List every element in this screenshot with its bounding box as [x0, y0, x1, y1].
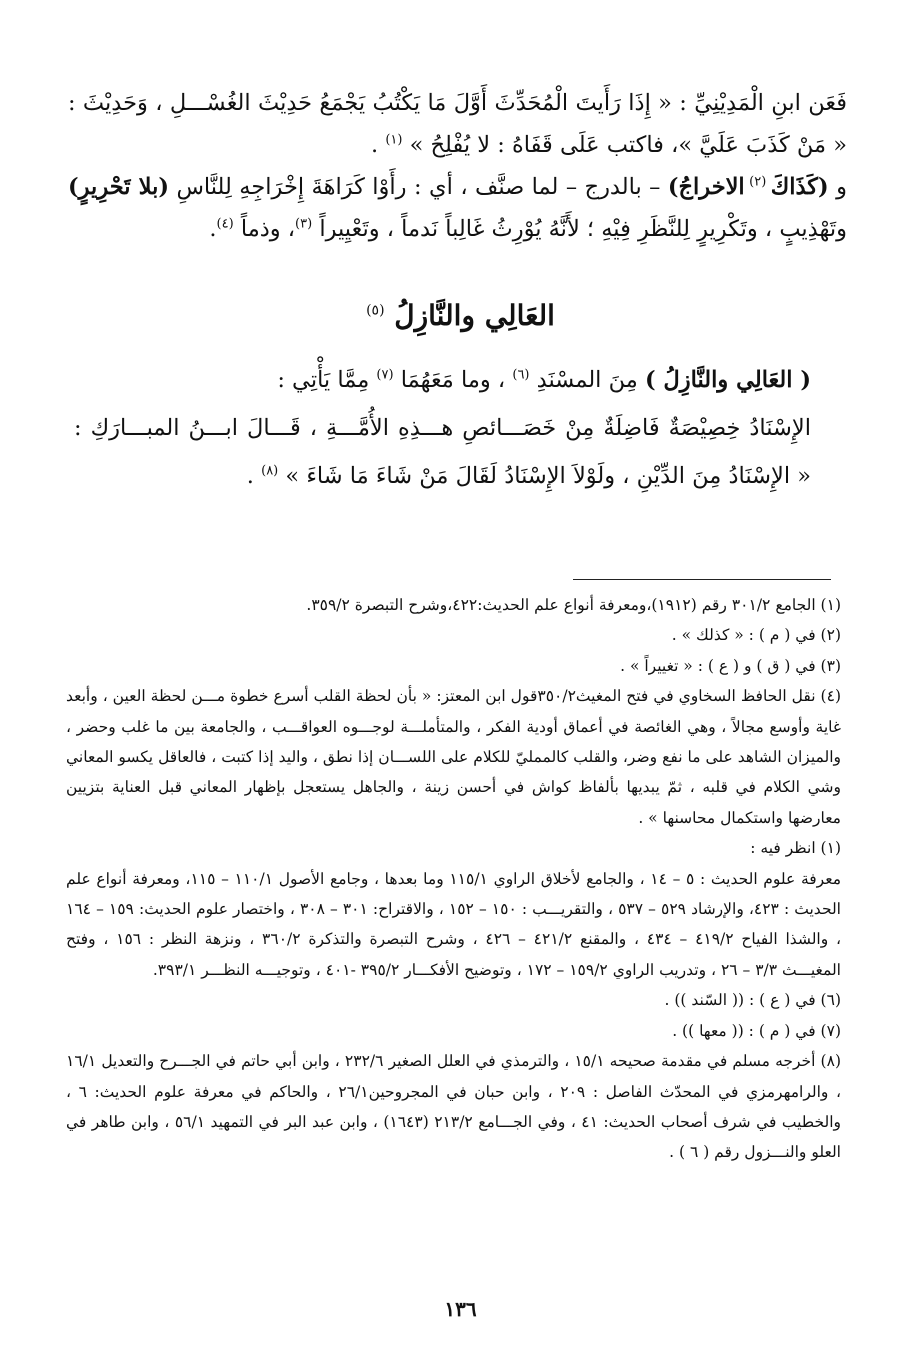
- footnote-8: (٨) أخرجه مسلم في مقدمة صحيحه ١٥/١ ، والترمذي في العلل الصغير ٢٣٢/٦ ، وابن أبي حاتم في الجـــرح والتعديل ١٦/١ ، والرامهرمزي في المحدّث الفاصل : ٢٠٩ ، وابن حبان في المجروحين٢٦/١ ، والحاكم في معرفة علوم الحديث: ٦ ، والخطيب في شرف أصحاب الحديث: ٤١ ، وفي الجـــامع ٢١٣/٢ (١٦٤٣) ، وابن عبد البر في التمهيد ٥٦/١ ، وابن طاهر في العلو والنـــزول رقم ( ٦ ) .: [66, 1052, 841, 1162]
- text-fragment: ، وما مَعَهُمَا: [393, 367, 513, 393]
- section-text-block: [74, 356, 811, 500]
- text-fragment: وتَهْذِيبٍ ، وتَكْرِيرٍ لِلنَّظَرِ فِيْهِ ؛ لأَنَّهُ يُوْرِثُ غَالِباً نَدماً ، وتَعْيِيراً: [312, 216, 847, 242]
- footnote-6: (٦) في ( ع ) : (( السّند )) .: [664, 991, 841, 1010]
- footnote-7: (٧) في ( م ) : (( معها )) .: [672, 1021, 841, 1040]
- footnote-3: (٣) في ( ق ) و ( ع ) : « تغييراً » .: [620, 656, 841, 675]
- section-paragraph: [74, 404, 811, 500]
- section-heading: [0, 296, 921, 336]
- paragraph-2: [68, 166, 847, 250]
- punctuation: .: [209, 216, 217, 242]
- footnote-marker: (٤): [216, 216, 234, 232]
- footnotes-block: [66, 590, 841, 1168]
- punctuation: .: [246, 463, 262, 489]
- footnote-marker: (٥): [366, 302, 385, 319]
- bold-term: الاخراجُ): [667, 174, 745, 200]
- footnote-marker: (٣): [295, 216, 313, 232]
- text-fragment: و: [828, 174, 847, 200]
- bold-term: (بلا تَحْرِيرٍ): [68, 174, 169, 200]
- paragraph-1-text: فَعَن ابنِ الْمَدِيْنِيِّ : « إِذَا رَأَيتَ الْمُحَدِّثَ أَوَّلَ مَا يَكْتُبُ يَجْمَعُ حَدِيْثَ الغُسْـــلِ ، وَحَدِيْثَ : « مَنْ كَذَبَ عَلَيَّ »، فاكتب عَلَى قَفَاهُ : لا يُفْلِحُ »: [68, 90, 847, 158]
- footnote-marker: (١): [385, 132, 403, 148]
- section-heading-text: العَالِي والنَّازِلُ: [394, 299, 555, 332]
- footnote-separator: [573, 579, 831, 580]
- footnote-5-body: معرفة علوم الحديث : ٥ – ١٤ ، والجامع لأخلاق الراوي ١١٥/١ وما بعدها ، وجامع الأصول ١١٠/١ – ١١٥، ومعرفة أنواع علم الحديث : ٤٢٣، والإرشاد ٥٢٩ – ٥٣٧ ، والتقريـــب : ١٥٠ – ١٥٢ ، والاقتراح: ٣٠١ – ٣٠٨ ، واختصار علوم الحديث: ١٥٩ – ١٦٤ ، والشذا الفياح ٤١٩/٢ – ٤٣٤ ، والمقنع ٤٢١/٢ – ٤٢٦ ، وشرح التبصرة والتذكرة ٣٦٠/٢ ، ونزهة النظر : ١٥٦ ، وفتح المغيـــث ٣/٣ – ٢٦ ، وتدريب الراوي ١٥٩/٢ – ١٧٢ ، وتوضيح الأفكـــار ٣٩٥/٢ -٤٠١ ، وتوجيـــه النظـــر ٣٩٣/١.: [66, 869, 842, 979]
- main-text-block: [68, 82, 847, 250]
- text-fragment: – بالدرج – لما صنَّف ، أي : رأَوْا كَرَاهَةَ إِخْرَاجِهِ لِلنَّاسِ: [169, 174, 668, 200]
- footnote-2: (٢) في ( م ) : « كذلك » .: [671, 626, 841, 645]
- footnote-1: (١) الجامع ٣٠١/٢ رقم (١٩١٢)،ومعرفة أنواع علم الحديث:٤٢٢،وشرح التبصرة ٣٥٩/٢.: [306, 596, 841, 614]
- punctuation: .: [371, 132, 386, 158]
- text-fragment: مِمَّا يَأْتِي :: [277, 367, 377, 393]
- text-fragment: ، وذماً: [233, 216, 296, 242]
- footnote-marker: (٧): [376, 367, 394, 383]
- text-fragment: مِنَ المسْنَدِ: [529, 367, 645, 393]
- section-paragraph-text: الإِسْنَادُ خِصِيْصَةٌ فَاضِلَةٌ مِنْ خَصَـــائصِ هـــذِهِ الأُمَّـــةِ ، قَـــالَ ابـــنُ المبـــارَكِ : « الإِسْنَادُ مِنَ الدِّيْنِ ، ولَوْلاَ الإِسْنَادُ لَقَالَ مَنْ شَاءَ مَا شَاءَ »: [74, 415, 811, 489]
- footnote-marker: (٨): [261, 463, 279, 479]
- footnote-5-label: (١) انظر فيه :: [750, 839, 841, 858]
- section-intro-line: [74, 356, 811, 404]
- footnote-marker: (٦): [512, 367, 530, 383]
- paragraph-1: [68, 82, 847, 166]
- page-number: ١٣٦: [444, 1297, 477, 1321]
- footnote-marker: (٢): [744, 174, 771, 190]
- bold-term: (كَذَاكَ: [770, 174, 829, 200]
- bold-term: ( العَالِي والنَّازِلُ ): [644, 367, 811, 393]
- footnote-4: (٤) نقل الحافظ السخاوي في فتح المغيث٣٥٠/٢قول ابن المعتز: « بأن لحظة القلب أسرع خطوة مـــن لحظة العين ، وأبعد غاية وأوسع مجالاً ، وهي الغائصة في أعماق أودية الفكر ، والمتأملـــة لوجـــوه العواقـــب ، والجامعة بين ما غلب وحضر ، والميزان الشاهد على ما نفع وضر، والقلب كالممليّ للكلام على اللســـان إذا نطق ، واليد إذا كتبت ، فالعاقل يكسو المعاني وشي الكلام في قلبه ، ثمّ يبديها بألفاظ كواش في أحسن زينة ، والجاهل يستعجل بإظهار المعاني قبل العناية بتزيين معارضها واستكمال محاسنها » .: [66, 687, 841, 827]
